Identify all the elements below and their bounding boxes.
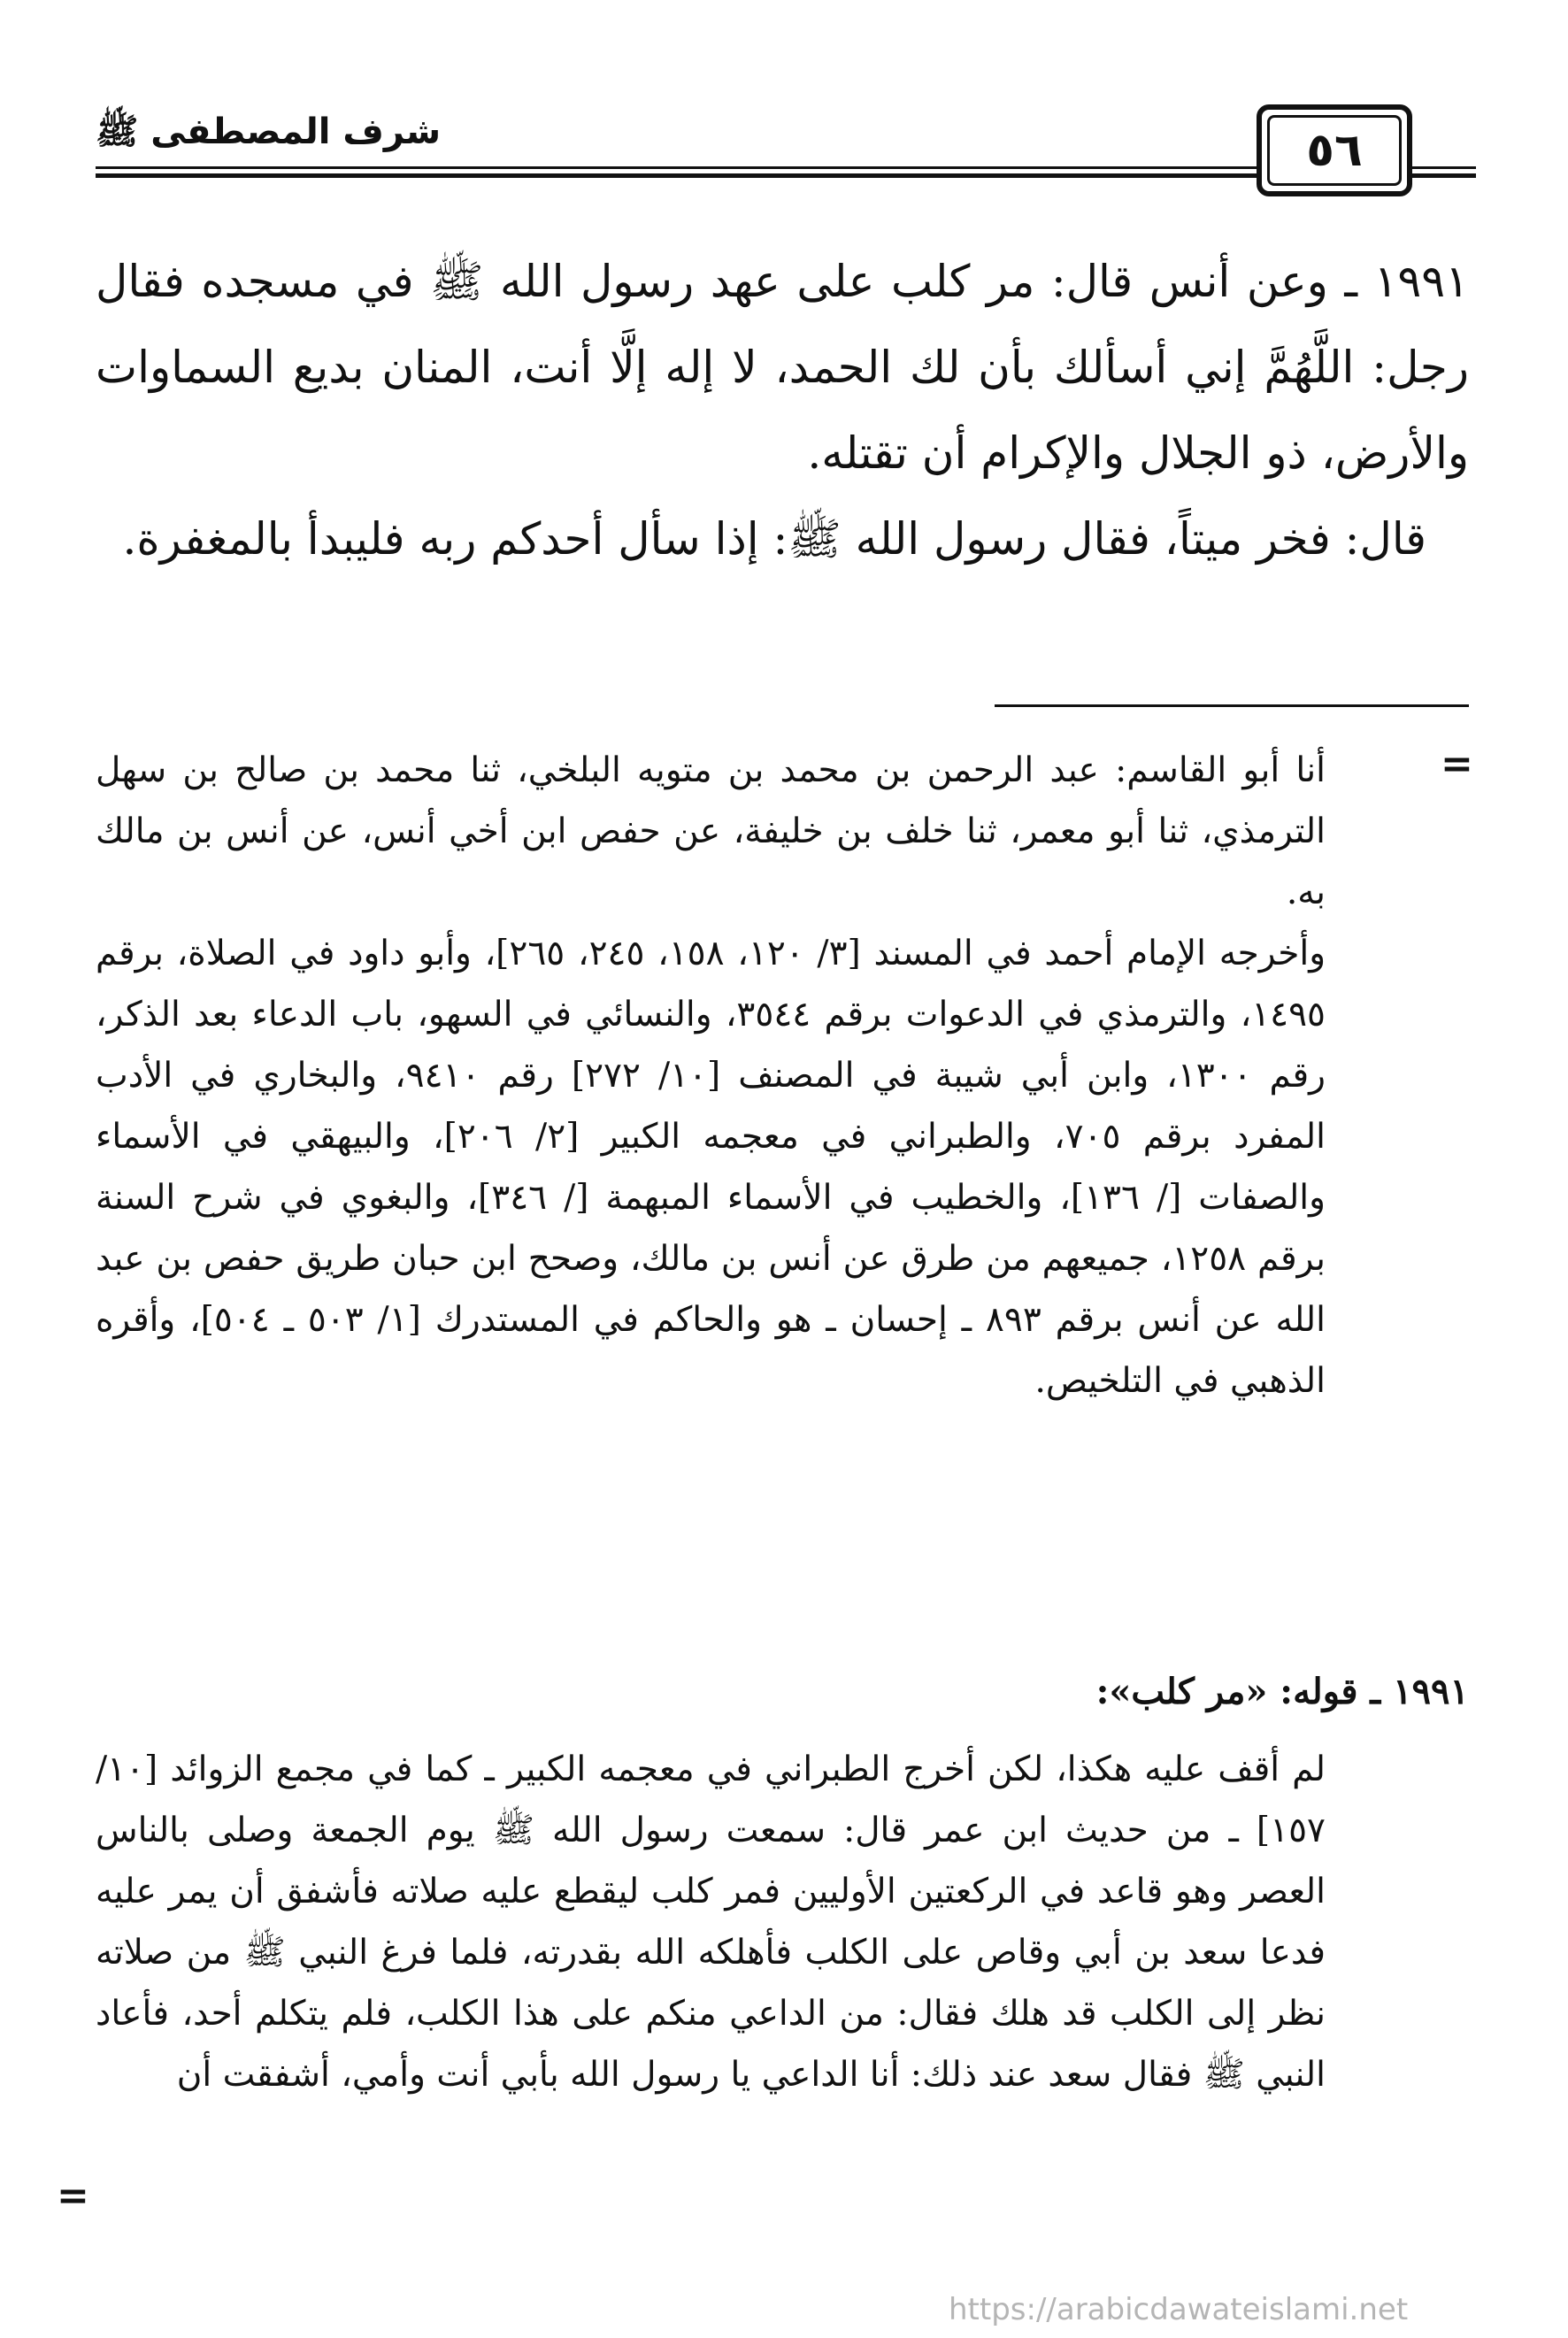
page-number: ٥٦ xyxy=(1267,115,1402,186)
hadith-paragraph: ١٩٩١ ـ وعن أنس قال: مر كلب على عهد رسول الله ﷺ في مسجده فقال رجل: اللَّهُمَّ إني أسألك بأن لك الحمد، لا إله إلَّا أنت، المنان بديع السماوات والأرض، ذو الجلال والإكرام أن تقتله. xyxy=(96,256,1469,479)
page-header xyxy=(96,97,1476,195)
page-number-frame xyxy=(1257,104,1412,196)
continuation-marker-bottom: = xyxy=(57,2173,89,2219)
commentary xyxy=(96,1739,1326,2105)
running-title: شرف المصطفى ﷺ xyxy=(96,112,442,152)
hadith-paragraph-continued: قال: فخر ميتاً، فقال رسول الله ﷺ: إذا سأل أحدكم ربه فليبدأ بالمغفرة. xyxy=(122,513,1426,565)
commentary-heading: ١٩٩١ ـ قوله: «مر كلب»: xyxy=(1095,1671,1469,1712)
isnad-paragraph: أنا أبو القاسم: عبد الرحمن بن محمد بن متويه البلخي، ثنا محمد بن صالح بن سهل الترمذي، ثنا أبو معمر، ثنا خلف بن خليفة، عن حفص ابن أخي أنس، عن أنس بن مالك به. xyxy=(96,750,1326,912)
watermark-url: https://arabicdawateislami.net xyxy=(949,2292,1409,2327)
footnotes xyxy=(96,740,1326,1411)
footnote-separator xyxy=(995,704,1469,707)
takhrij-paragraph: وأخرجه الإمام أحمد في المسند [٣/ ١٢٠، ١٥٨، ٢٤٥، ٢٦٥]، وأبو داود في الصلاة، برقم ١٤٩٥، والترمذي في الدعوات برقم ٣٥٤٤، والنسائي في السهو، باب الدعاء بعد الذكر، رقم ١٣٠٠، وابن أبي شيبة في المصنف [١٠/ ٢٧٢] رقم ٩٤١٠، والبخاري في الأدب المفرد برقم ٧٠٥، والطبراني في معجمه الكبير [٢/ ٢٠٦]، والبيهقي في الأسماء والصفات [/ ١٣٦]، والخطيب في الأسماء المبهمة [/ ٣٤٦]، والبغوي في شرح السنة برقم ١٢٥٨، جميعهم من طرق عن أنس بن مالك، وصحح ابن حبان طريق حفص بن عبد الله عن أنس برقم ٨٩٣ ـ إحسان ـ هو والحاكم في المستدرك [١/ ٥٠٣ ـ ٥٠٤]، وأقره الذهبي في التلخيص. xyxy=(96,934,1326,1401)
continuation-marker: = xyxy=(1441,742,1473,787)
commentary-paragraph: لم أقف عليه هكذا، لكن أخرج الطبراني في معجمه الكبير ـ كما في مجمع الزوائد [١٠/ ١٥٧] ـ من حديث ابن عمر قال: سمعت رسول الله ﷺ يوم الجمعة وصلى بالناس العصر وهو قاعد في الركعتين الأوليين فمر كلب ليقطع عليه صلاته فأشفق أن يمر عليه فدعا سعد بن أبي وقاص على الكلب فأهلكه الله بقدرته، فلما فرغ النبي ﷺ من صلاته نظر إلى الكلب قد هلك فقال: من الداعي منكم على هذا الكلب، فلم يتكلم أحد، فأعاد النبي ﷺ فقال سعد عند ذلك: أنا الداعي يا رسول الله بأبي أنت وأمي، أشفقت أن xyxy=(96,1750,1326,2095)
main-text xyxy=(96,239,1469,582)
